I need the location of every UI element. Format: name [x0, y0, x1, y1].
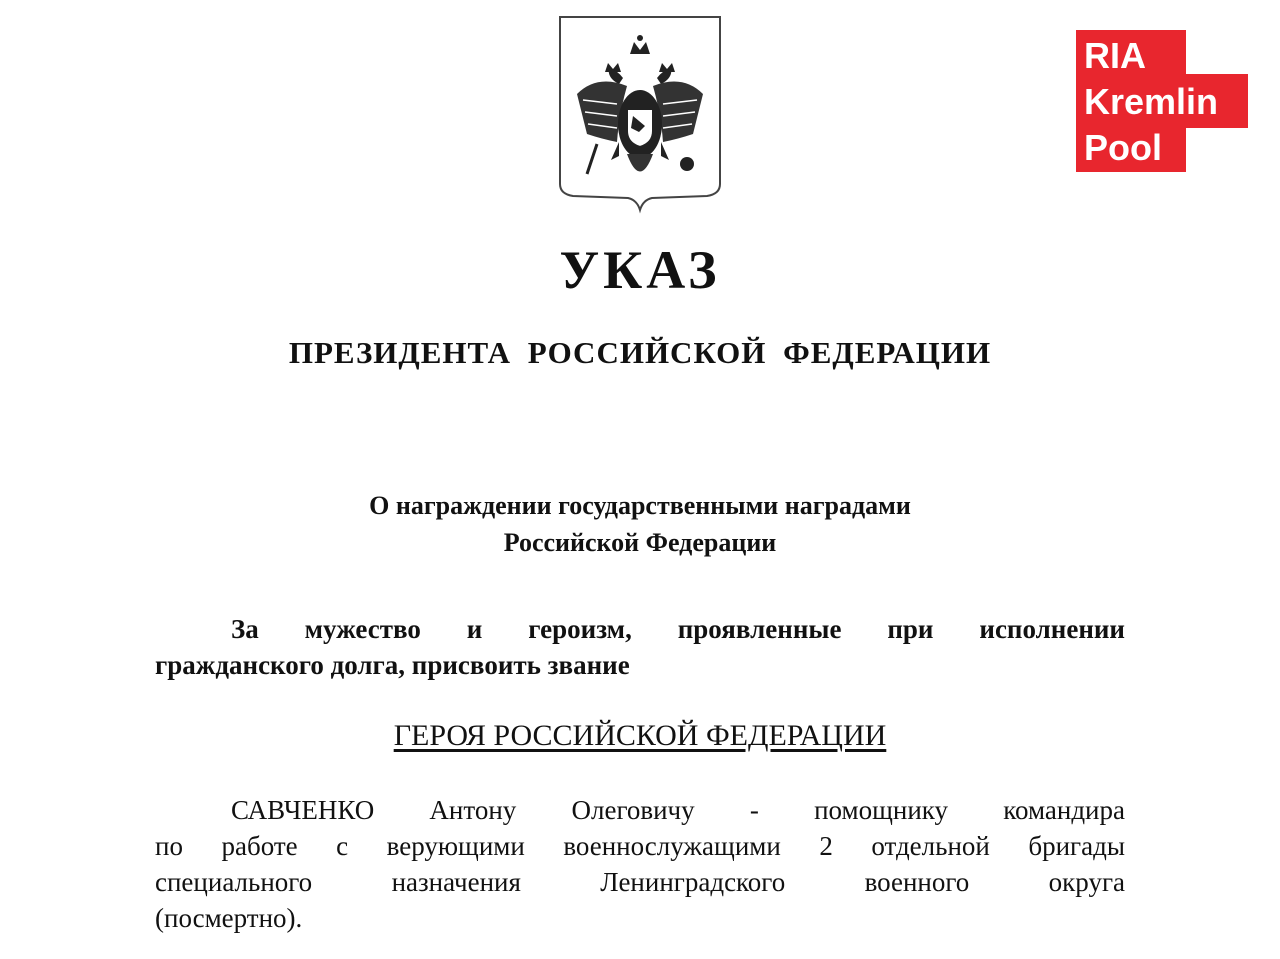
- heading-line: Российской Федерации: [503, 528, 777, 557]
- heading-line: О награждении государственными наградами: [369, 491, 911, 520]
- intro-paragraph: [155, 611, 1125, 683]
- award-title: ГЕРОЯ РОССИЙСКОЙ ФЕДЕРАЦИИ: [393, 719, 887, 752]
- decree-title: УКАЗ: [559, 240, 721, 300]
- recipient-line: САВЧЕНКО Антону Олеговичу - помощнику командира: [231, 795, 1125, 825]
- coat-of-arms-emblem: [557, 14, 723, 214]
- svg-text:Kremlin: Kremlin: [1084, 81, 1219, 122]
- ria-kremlin-pool-logo: [1076, 30, 1248, 172]
- svg-text:Pool: Pool: [1084, 127, 1162, 168]
- recipient-line: (посмертно).: [155, 903, 303, 933]
- decree-subtitle: ПРЕЗИДЕНТА РОССИЙСКОЙ ФЕДЕРАЦИИ: [288, 335, 992, 370]
- recipient-line: специального назначения Ленинградского военного округа: [155, 867, 1125, 897]
- recipient-paragraph: [155, 792, 1125, 936]
- decree-heading: [0, 487, 1280, 561]
- svg-text:RIA: RIA: [1084, 35, 1146, 76]
- intro-line: гражданского долга, присвоить звание: [155, 650, 630, 680]
- recipient-line: по работе с верующими военнослужащими 2 отдельной бригады: [155, 831, 1125, 861]
- intro-line: За мужество и героизм, проявленные при исполнении: [231, 614, 1125, 644]
